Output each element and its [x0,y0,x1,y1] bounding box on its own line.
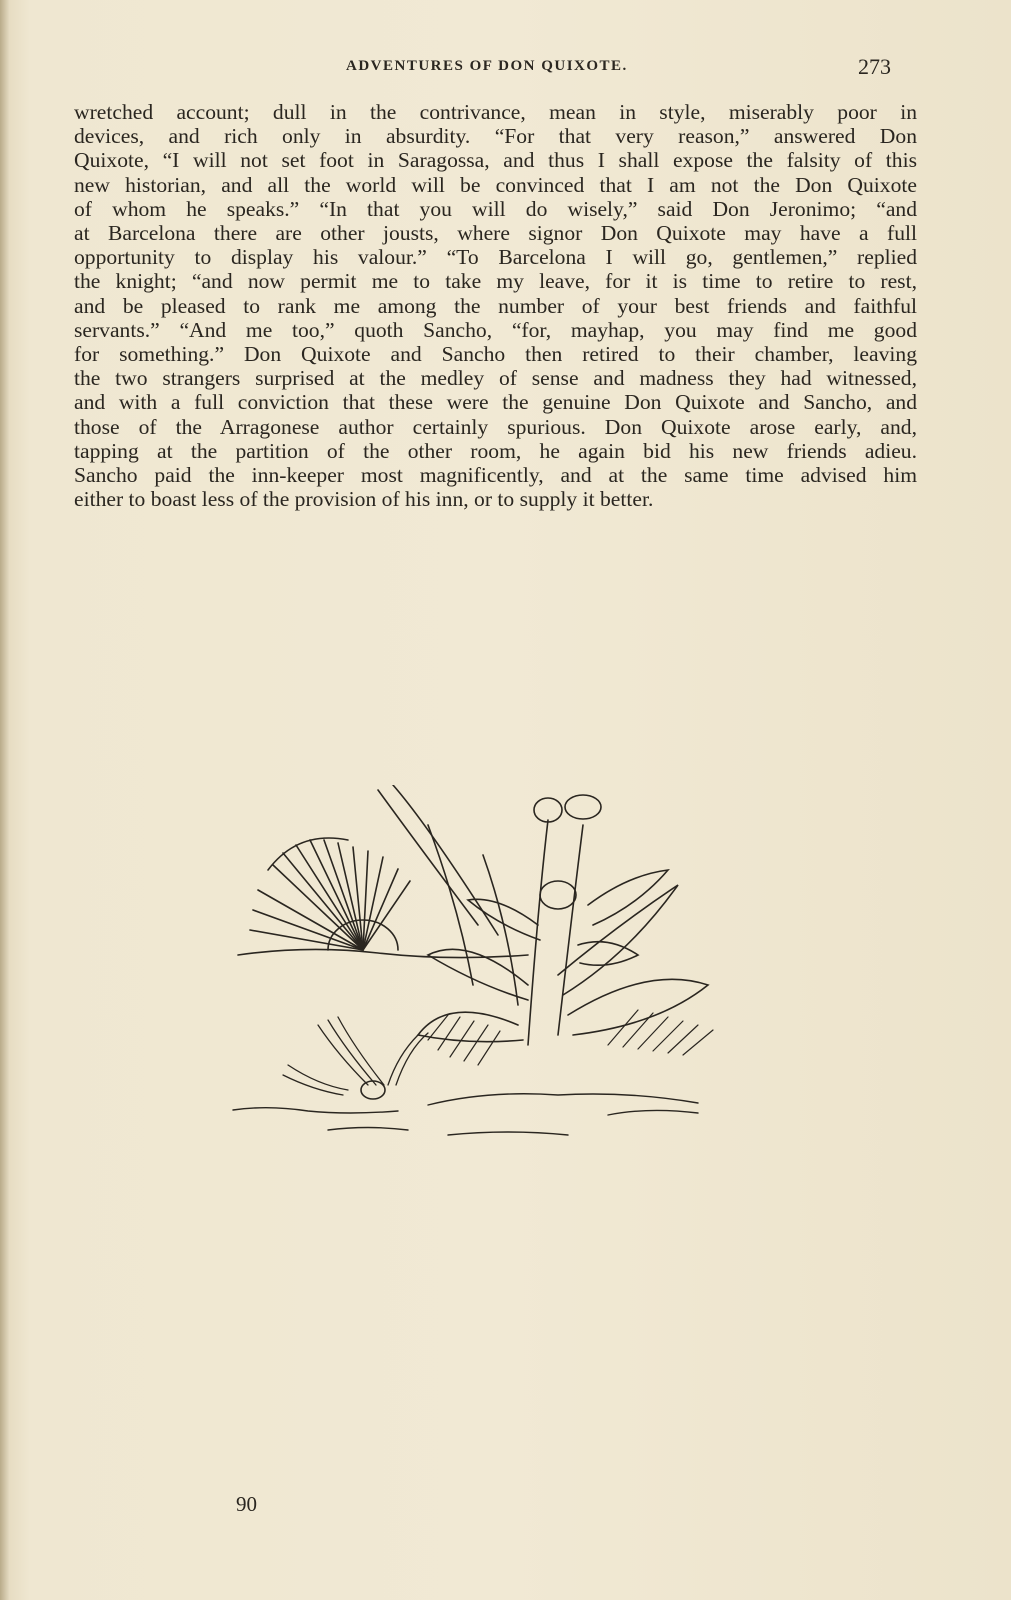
page-number: 273 [858,54,891,79]
grass-blade [483,855,518,1005]
text-line: servants.” “And me too,” quoth Sancho, “for, mayhap, you may find me good [74,317,917,342]
text-line: those of the Arragonese author certainly spurious. Don Quixote arose early, and, [74,414,917,439]
grass-blade [393,785,498,935]
text-line: tapping at the partition of the other room, he again bid his new friends adieu. [74,438,917,463]
grass-tufts [283,1017,428,1095]
text-line: the two strangers surprised at the medley of sense and madness they had witnessed, [74,366,917,391]
flower-bud [565,795,601,819]
text-line: at Barcelona there are other jousts, where signor Don Quixote may have a full [74,221,917,246]
text-line: and be pleased to rank me among the number of your best friends and faithful [74,293,917,318]
text-line: new historian, and all the world will be convinced that I am not the Don Quixote [74,172,917,197]
body-text [74,100,917,511]
signature-mark: 90 [236,1492,257,1516]
ground-lines [233,1094,698,1135]
page-binding-edge [0,0,10,1600]
text-line: either to boast less of the provision of his inn, or to supply it better. [74,487,654,512]
grass-blade [428,825,473,985]
text-line: wretched account; dull in the contrivance, mean in style, miserably poor in [74,100,917,124]
text-line: for something.” Don Quixote and Sancho then retired to their chamber, leaving [74,342,917,367]
flower-bloom [540,881,576,909]
flower-bud [534,798,562,822]
leaf [568,979,708,1035]
text-line: opportunity to display his valour.” “To Barcelona I will go, gentlemen,” replied [74,245,917,270]
leaf [588,870,668,925]
running-head-title: ADVENTURES OF DON QUIXOTE. [346,58,628,74]
plant-and-sun-vignette [228,785,748,1165]
foliage-hatching [428,1010,713,1065]
running-head [0,54,1011,82]
text-line: and with a full conviction that these were the genuine Don Quixote and Sancho, and [74,390,917,415]
text-line: devices, and rich only in absurdity. “For that very reason,” answered Don [74,124,917,149]
text-line: Quixote, “I will not set foot in Saragossa, and thus I shall expose the falsity of this [74,148,917,173]
text-line: Sancho paid the inn-keeper most magnificently, and at the same time advised him [74,463,917,488]
small-flower [361,1081,385,1099]
text-line: the knight; “and now permit me to take my leave, for it is time to retire to rest, [74,269,917,294]
flower-stem [528,820,548,1045]
text-line: of whom he speaks.” “In that you will do wisely,” said Don Jeronimo; “and [74,196,917,221]
sun-rays [250,840,410,950]
leaf [558,885,678,995]
flower-stem [558,825,583,1035]
